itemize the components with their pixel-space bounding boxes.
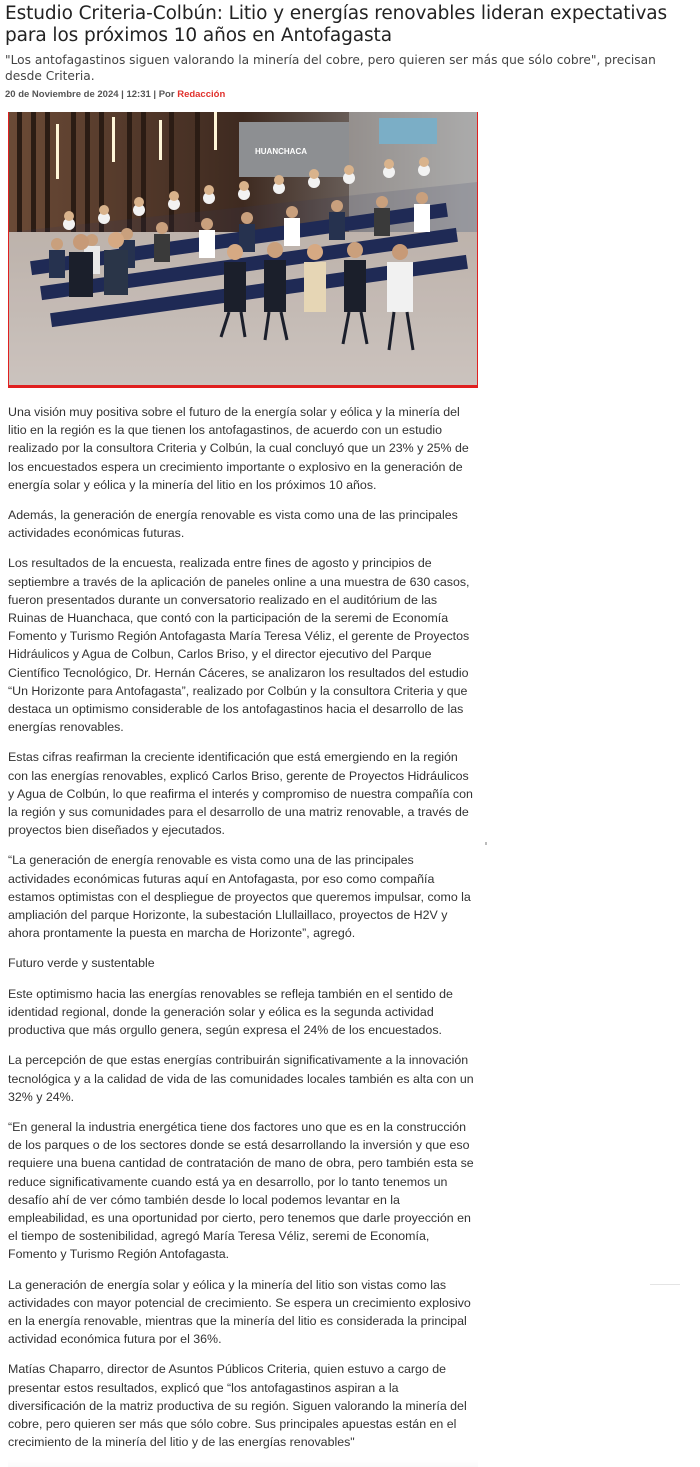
article-subtitle: "Los antofagastinos siguen valorando la minería del cobre, pero quieren ser más que sólo cobre", precisan desde Criteria. <box>5 53 656 83</box>
paragraph: Este optimismo hacia las energías renovables se refleja también en el sentido de identidad regional, donde la generación solar y eólica es la segunda actividad productiva que más orgullo genera, según expresa el 24% de los encuestados. <box>8 986 453 1038</box>
article-date: 20 de Noviembre de 2024 | 12:31 | <box>5 89 157 100</box>
paragraph: Estas cifras reafirman la creciente identificación que está emergiendo en la región con las energías renovables, explicó Carlos Briso, gerente de Proyectos Hidráulicos y Agua de Colbún, lo que reafirma el interés y compromiso de nuestra compañía con la región y sus comunidades para el desarrollo de una matriz renovable, a través de proyectos bien diseñados y ejecutados. <box>8 750 473 838</box>
stray-mark <box>485 842 487 845</box>
paragraph: La generación de energía solar y eólica y la minería del litio son vistas como las actividades con mayor potencial de crecimiento. Se espera un crecimiento explosivo en la energía renovable, mientras que la minería del litio es considerada la principal actividad económica futura por el 36%. <box>8 1277 471 1347</box>
article-title: Estudio Criteria-Colbún: Litio y energías renovables lideran expectativas para los próximos 10 años en Antofagasta <box>5 3 668 46</box>
article-photo <box>8 112 478 388</box>
byline-prefix: Por <box>158 89 175 100</box>
paragraph: “En general la industria energética tiene dos factores uno que es en la construcción de los parques o de los sectores donde se está desarrollando la inversión y que eso requiere una buena cantidad de contratación de mano de obra, pero también esta se reduce significativamente cuando está ya en desarrollo, por lo tanto tenemos un desafío ahí de ver cómo también desde lo local podemos levantar en la empleabilidad, es una oportunidad por cierto, pero tenemos que darle proyección en el tiempo de sostenibilidad, agregó María Teresa Véliz, seremi de Economía, Fomento y Turismo Región Antofagasta. <box>8 1119 474 1262</box>
paragraph: Además, la generación de energía renovable es vista como una de las principales actividades económicas futuras. <box>8 508 458 541</box>
photo-wall-sign: HUANCHACA <box>255 147 307 156</box>
paragraph: Los resultados de la encuesta, realizada entre fines de agosto y principios de septiembre a través de la aplicación de paneles online a una muestra de 630 casos, fueron presentados durante un conversatorio realizado en el auditórium de las Ruinas de Huanchaca, que contó con la participación de la seremi de Economía Fomento y Turismo Región Antofagasta María Teresa Véliz, el gerente de Proyectos Hidráulicos y Agua de Colbun, Carlos Briso, y el director ejecutivo del Parque Científico Tecnológico, Dr. Hernán Cáceres, se analizaron los resultados del estudio “Un Horizonte para Antofagasta”, realizado por Colbún y la consultora Criteria y que destaca un optimismo considerable de los antofagastinos hacia el desarrollo de las energías renovables. <box>8 556 470 735</box>
article-meta <box>5 89 225 100</box>
author-link[interactable]: Redacción <box>177 89 226 100</box>
auditorium-photo <box>9 112 477 385</box>
paragraph: Una visión muy positiva sobre el futuro de la energía solar y eólica y la minería del litio en la región es la que tienen los antofagastinos, de acuerdo con un estudio realizado por la consultora Criteria y Colbún, la cual concluyó que un 23% y 25% de los encuestados espera un crecimiento importante o explosivo en la generación de energía solar y eólica y la minería del litio en los próximos 10 años. <box>8 405 469 492</box>
section-subheading: Futuro verde y sustentable <box>8 956 155 971</box>
article-body <box>8 403 478 1463</box>
paragraph: “La generación de energía renovable es vista como una de las principales actividades económicas futuras aquí en Antofagasta, por eso como compañía estamos optimistas con el despliegue de proyectos que queremos impulsar, como la ampliación del parque Horizonte, la subestación Llullaillaco, proyectos de H2V y ahora prontamente la puesta en marcha de Horizonte”, agregó. <box>8 853 471 941</box>
divider <box>650 1284 680 1285</box>
paragraph: La percepción de que estas energías contribuirán significativamente a la innovación tecnológica y a la calidad de vida de las comunidades locales también es alta con un 32% y 24%. <box>8 1053 474 1104</box>
paragraph: Matías Chaparro, director de Asuntos Públicos Criteria, quien estuvo a cargo de presentar estos resultados, explicó que “los antofagastinos aspiran a la diversificación de la matriz productiva de su región. Siguen valorando la minería del cobre, pero quieren ser más que sólo cobre. Sus principales apuestas están en el crecimiento de la minería del litio y de las energías renovables" <box>8 1362 467 1450</box>
bottom-fade <box>8 1460 478 1467</box>
